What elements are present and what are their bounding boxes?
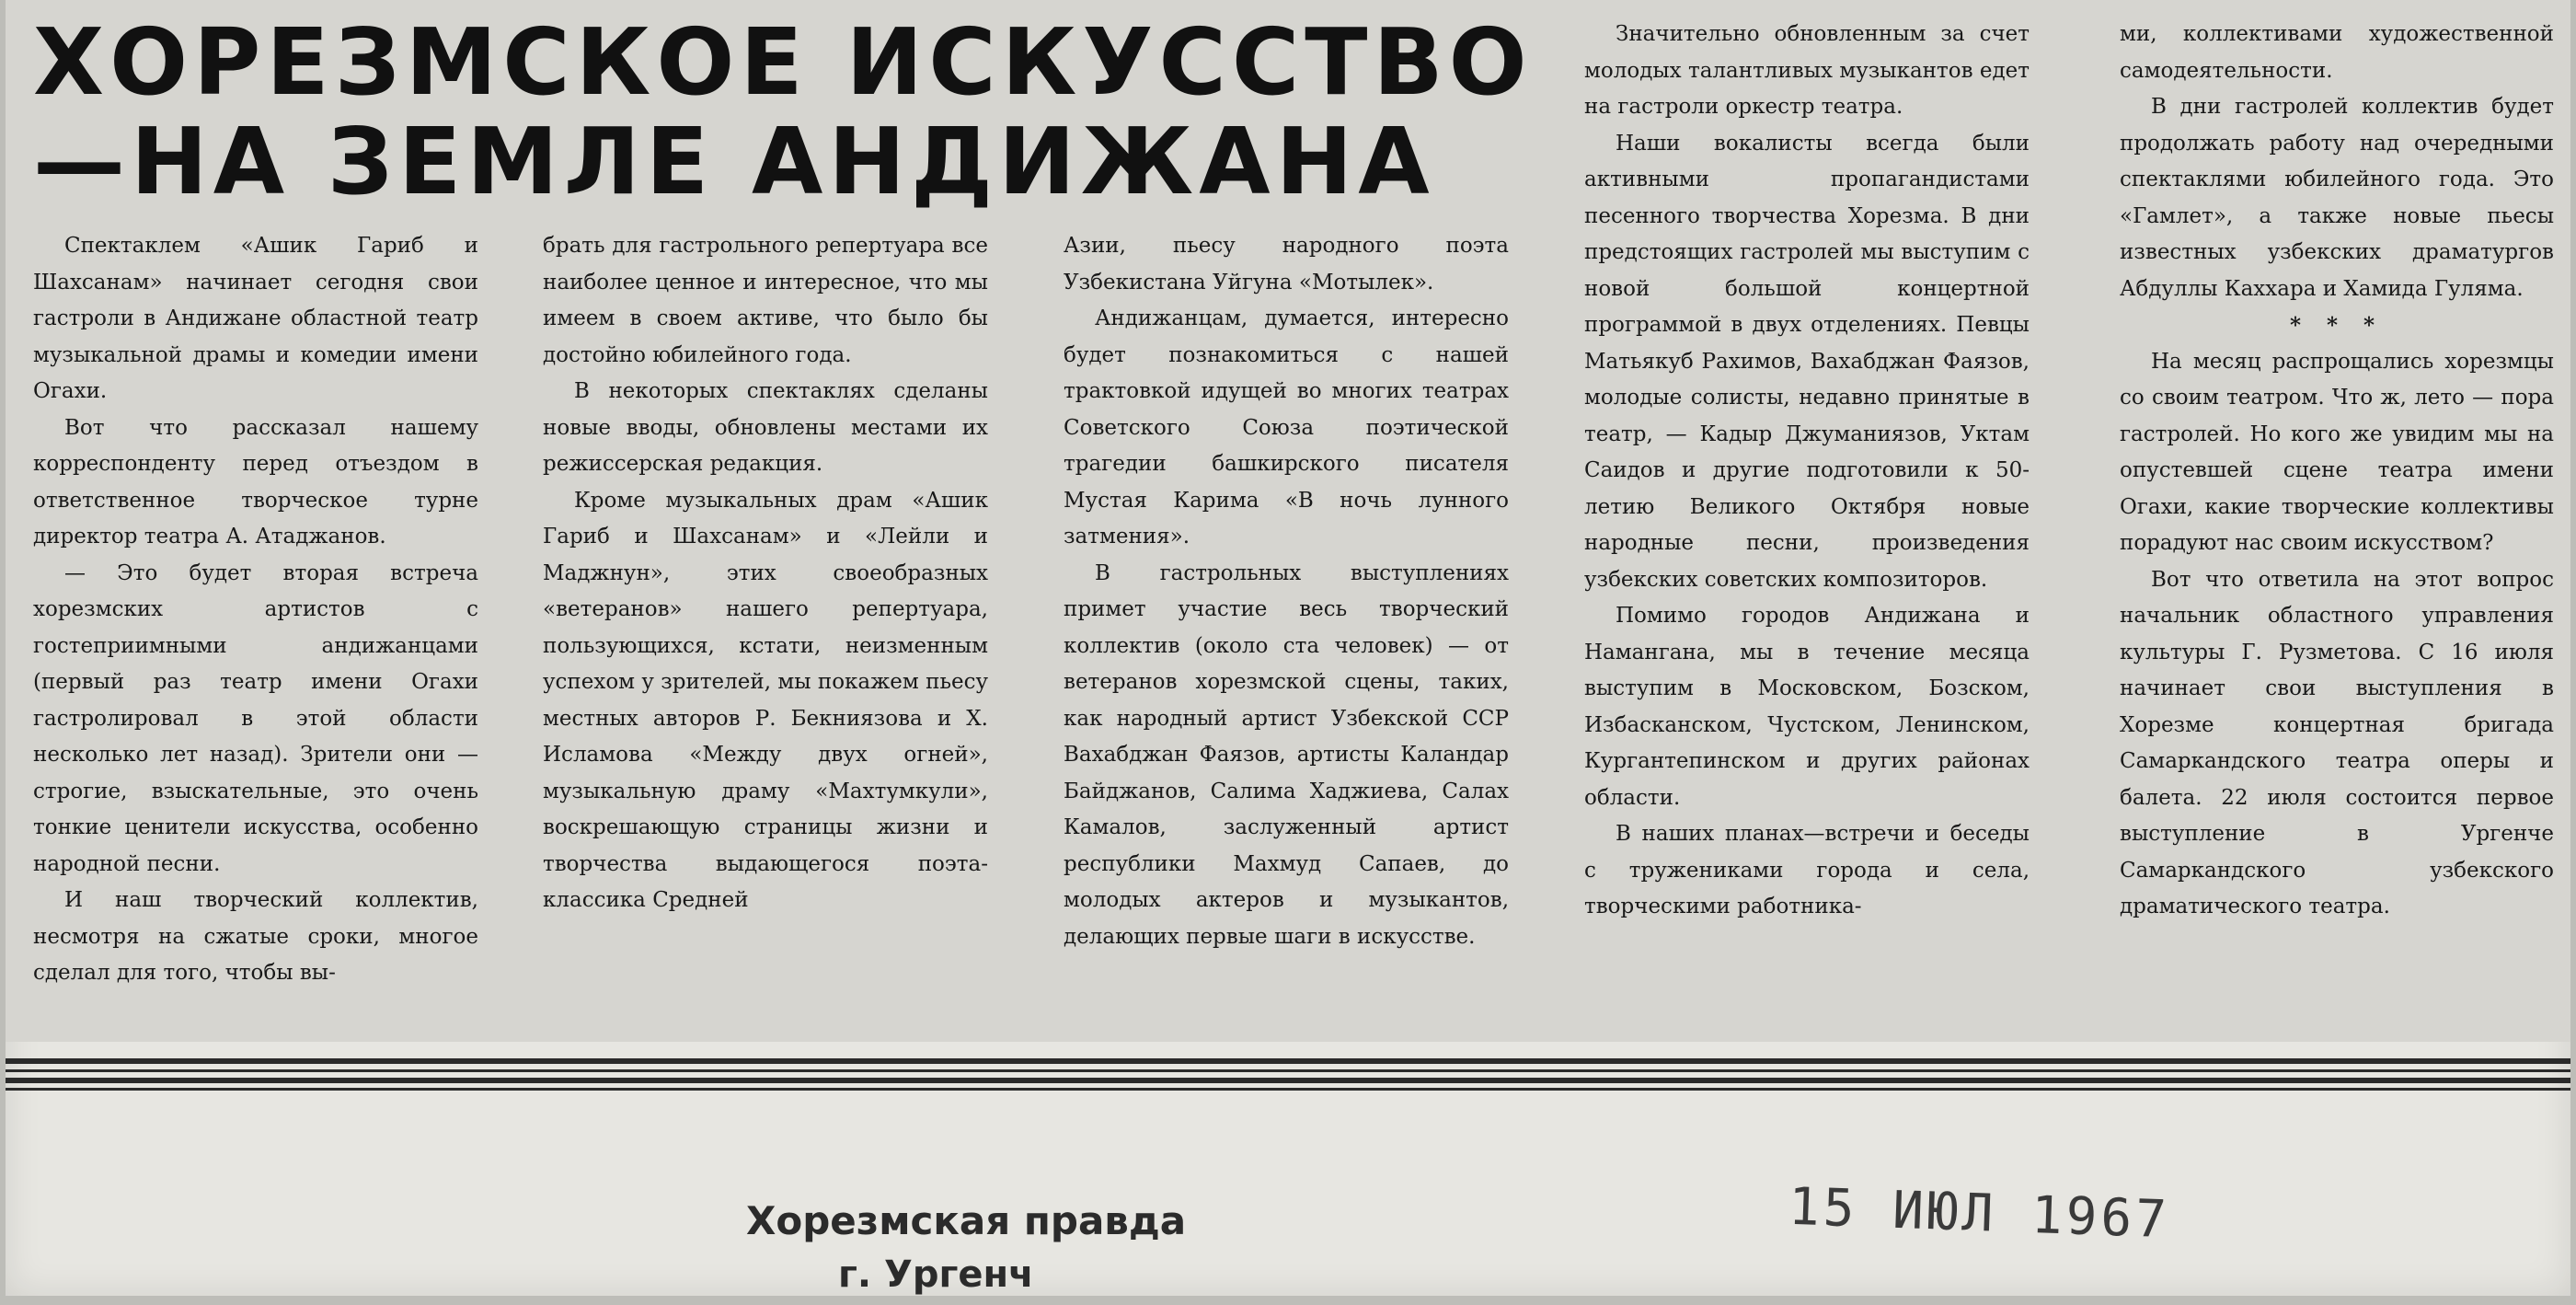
paragraph: В гастрольных выступлениях примет участие весь творческий коллектив (около ста человек) — от ветеранов хорезмской сцены, таких, как народный артист Узбекской ССР Вахабджан Фаязов, артисты Каландар Байджанов, Салима Хаджиева, Салах Камалов, заслуженный артист республики Махмуд Сапаев, до молодых актеров и музыкантов, делающих первые шаги в искусстве. (1064, 560, 1509, 949)
paragraph: Вот что ответила на этот вопрос начальник областного управления культуры Г. Рузметова. С 16 июля начинает свои выступления в Хорезме концертная бригада Самаркандского театра оперы и балета. 22 июля состоится первое выступление в Ургенче Самаркандского узбекского драматического театра. (2120, 567, 2554, 918)
paragraph: В дни гастролей коллектив будет продолжать работу над очередными спектаклями юбилейного года. Это «Гамлет», а также новые пьесы известных узбекских драматургов Абдуллы Каххара и Хамида Гуляма. (2120, 95, 2554, 301)
article-column-3 (1064, 228, 1509, 1031)
paragraph: Кроме музыкальных драм «Ашик Гариб и Шахсанам» и «Лейли и Маджнун», этих своеобразных «ветеранов» нашего репертуара, пользующихся, кстати, неизменным успехом у зрителей, мы покажем пьесу местных авторов Р. Бекниязова и Х. Исламова «Между двух огней», музыкальную драму «Махтумкули», воскрешающую страницы жизни и творчества выдающегося поэта-классика Средней (543, 488, 988, 912)
paragraph: Помимо городов Андижана и Намангана, мы в течение месяца выступим в Московском, Бозском, Избасканском, Чустском, Ленинском, Кургантепинском и других районах области. (1584, 604, 2030, 810)
newspaper-name-stamp: Хорезмская правда (746, 1198, 1187, 1243)
divider-rule (6, 1058, 2570, 1064)
divider-rule (6, 1088, 2570, 1091)
paragraph: Спектаклем «Ашик Гариб и Шахсанам» начинает сегодня свои гастроли в Андижане областной театр музыкальной драмы и комедии имени Огахи. (33, 234, 478, 403)
newspaper-clipping (6, 0, 2570, 1296)
paragraph: В некоторых спектаклях сделаны новые вводы, обновлены местами их режиссерская редакция. (543, 379, 988, 476)
headline-line-2: —НА ЗЕМЛЕ АНДИЖАНА (33, 108, 1435, 215)
headline (33, 8, 1542, 215)
paragraph: И наш творческий коллектив, несмотря на сжатые сроки, многое сделал для того, чтобы вы- (33, 888, 478, 985)
paragraph: Значительно обновленным за счет молодых талантливых музыкантов едет на гастроли оркестр театра. (1584, 22, 2030, 119)
paragraph: Наши вокалисты всегда были активными пропагандистами песенного творчества Хорезма. В дни предстоящих гастролей мы выступим с новой большой концертной программой в двух отделениях. Певцы Матьякуб Рахимов, Вахабджан Фаязов, молодые солисты, недавно принятые в театр, — Кадыр Джуманиязов, Уктам Саидов и другие подготовили к 50-летию Великого Октября новые народные песни, произведения узбекских советских композиторов. (1584, 131, 2030, 592)
paragraph: Андижанцам, думается, интересно будет познакомиться с нашей трактовкой идущей во многих театрах Советского Союза поэтической трагедии башкирского писателя Мустая Карима «В ночь лунного затмения». (1064, 306, 1509, 549)
date-stamp: 15 ИЮЛ 1967 (1787, 1176, 2171, 1251)
section-separator: * * * (2289, 313, 2385, 338)
article-column-5 (2120, 17, 2554, 1031)
city-stamp: г. Ургенч (838, 1253, 1034, 1296)
article-column-1 (33, 228, 478, 1031)
paragraph: ми, коллективами художественной самодеятельности. (2120, 22, 2554, 83)
paragraph: На месяц распрощались хорезмцы со своим театром. Что ж, лето — пора гастролей. Но кого же увидим мы на опустевшей сцене театра имени Огахи, какие творческие коллективы порадуют нас своим искусством? (2120, 349, 2554, 555)
paragraph: Азии, пьесу народного поэта Узбекистана Уйгуна «Мотылек». (1064, 234, 1509, 294)
article-column-4 (1584, 17, 2030, 1031)
divider-rule (6, 1078, 2570, 1083)
paragraph: В наших планах—встречи и беседы с тружениками города и села, творческими работника- (1584, 822, 2030, 918)
paragraph: Вот что рассказал нашему корреспонденту перед отъездом в ответственное творческое турне директор театра А. Атаджанов. (33, 415, 478, 549)
paragraph: брать для гастрольного репертуара все наиболее ценное и интересное, что мы имеем в своем активе, что было бы достойно юбилейного года. (543, 234, 988, 367)
paragraph: — Это будет вторая встреча хорезмских артистов с гостеприимными андижанцами (первый раз театр имени Огахи гастролировал в этой области несколько лет назад). Зрители они — строгие, взыскательные, это очень тонкие ценители искусства, особенно народной песни. (33, 560, 478, 876)
article-column-2 (543, 228, 988, 1031)
divider-rule (6, 1069, 2570, 1072)
headline-line-1: ХОРЕЗМСКОЕ ИСКУССТВО (33, 8, 1533, 116)
printed-article-area (6, 0, 2570, 1042)
